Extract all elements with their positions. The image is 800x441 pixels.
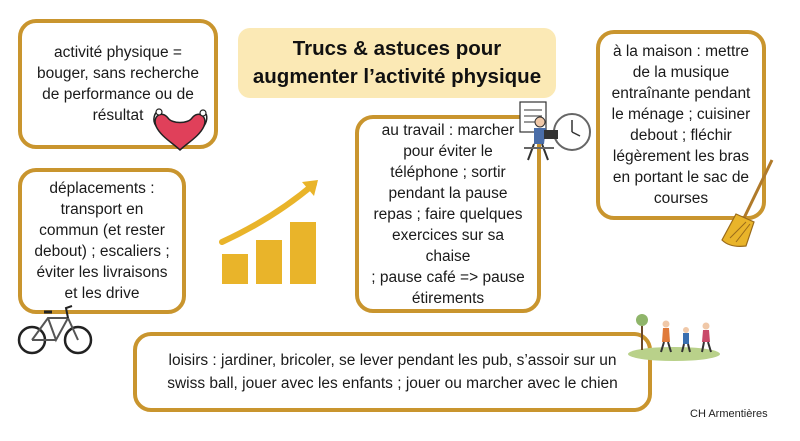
card-line: courses	[653, 190, 709, 207]
card-line: à la maison : mettre	[612, 43, 750, 60]
title-line-2: augmenter l’activité physique	[252, 65, 542, 88]
card-line: déplacements :	[49, 180, 155, 197]
card-line: entraînante pendant	[611, 85, 751, 102]
card-line: debout) ; escaliers ;	[34, 243, 170, 260]
family-park-icon	[626, 312, 722, 362]
bicycle-icon	[16, 300, 96, 358]
card-line: exercices sur sa chaise	[392, 226, 504, 265]
card-line: activité physique =	[54, 44, 182, 61]
card-line: en portant le sac de	[612, 169, 750, 186]
card-line: le ménage ; cuisiner	[611, 106, 751, 123]
card-text	[34, 178, 169, 304]
card-line: et les drive	[64, 285, 140, 302]
card-line: transport en	[60, 201, 144, 218]
flexed-heart-icon	[150, 108, 212, 156]
card-line: pendant la pause	[388, 184, 508, 202]
card-line: loisirs : jardiner, bricoler, se lever pendant les pub, s’assoir sur un	[168, 352, 617, 369]
card-text	[167, 349, 618, 395]
card-line: swiss ball, jouer avec les enfants ; jouer ou marcher avec le chien	[167, 375, 618, 392]
card-line: légèrement les bras	[612, 148, 750, 165]
credit-label: CH Armentières	[690, 408, 768, 420]
card-line: de la musique	[632, 64, 730, 81]
desk-worker-icon	[514, 100, 594, 166]
title-line-1: Trucs & astuces pour	[292, 37, 502, 60]
card-line: résultat	[92, 107, 144, 124]
growth-chart-icon	[214, 178, 324, 288]
card-line: ; pause café => pause	[371, 268, 525, 286]
card-line: éviter les livraisons	[36, 264, 168, 281]
card-line: bouger, sans recherche	[37, 65, 199, 82]
card-line: repas ; faire quelques	[373, 205, 523, 223]
card-line: de performance ou de	[42, 86, 194, 103]
card-text	[369, 120, 527, 309]
card-line: étirements	[411, 289, 485, 307]
card-line: commun (et rester	[39, 222, 165, 239]
card-deplacements	[18, 168, 186, 314]
card-line: téléphone ; sortir	[390, 163, 506, 181]
card-line: au travail : marcher	[381, 121, 515, 139]
card-line: debout ; fléchir	[630, 127, 732, 144]
card-loisirs	[133, 332, 652, 412]
card-line: pour éviter le	[403, 142, 493, 160]
poster-title	[238, 28, 556, 98]
broom-icon	[716, 158, 778, 250]
